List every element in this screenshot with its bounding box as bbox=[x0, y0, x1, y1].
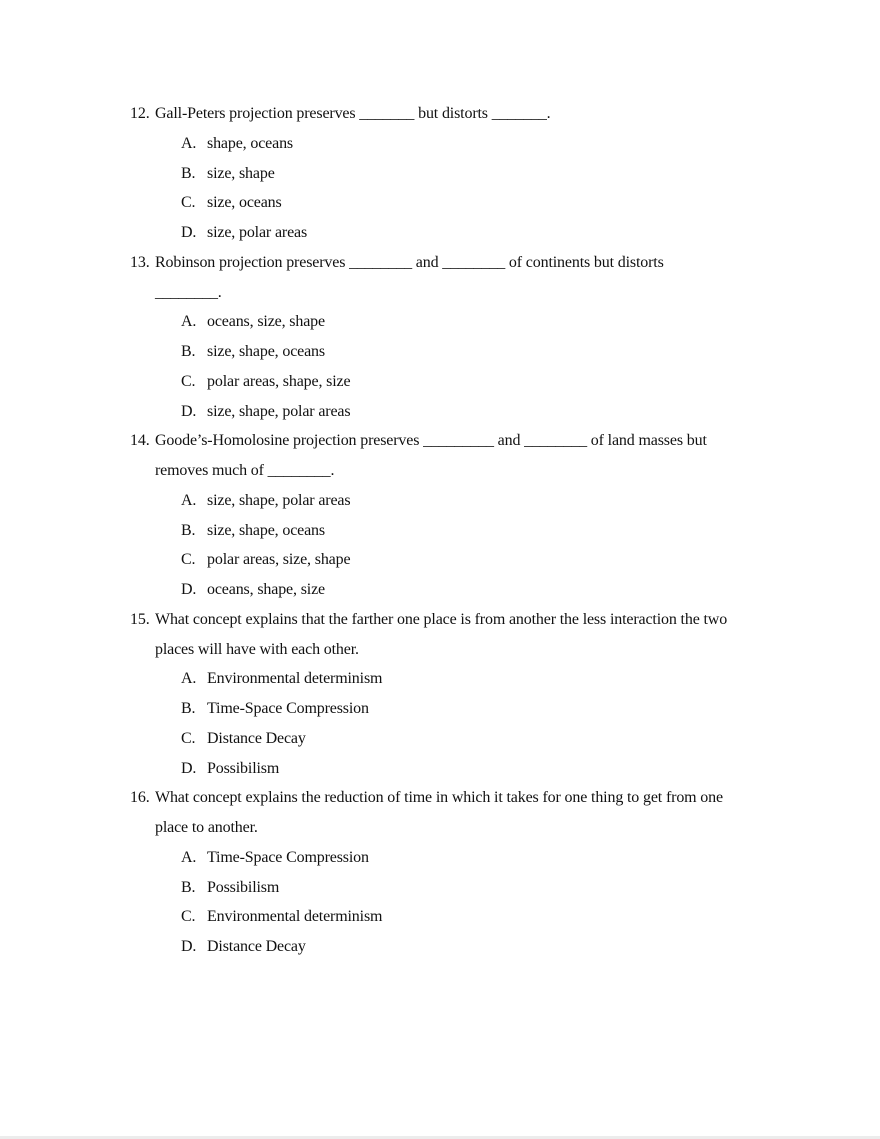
answer-option bbox=[0, 843, 880, 873]
answer-option bbox=[0, 486, 880, 516]
answer-option bbox=[0, 129, 880, 159]
option-letter: B. bbox=[181, 878, 196, 896]
question-number: 12. bbox=[130, 105, 150, 122]
option-text: Environmental determinism bbox=[207, 670, 383, 688]
option-text: size, shape, polar areas bbox=[207, 491, 351, 509]
question-line bbox=[0, 813, 880, 843]
answer-option bbox=[0, 724, 880, 754]
answer-option bbox=[0, 873, 880, 903]
answer-option bbox=[0, 575, 880, 605]
question-number: 15. bbox=[130, 610, 150, 628]
question-line bbox=[0, 248, 880, 278]
question-line bbox=[0, 605, 880, 635]
question-line bbox=[0, 99, 880, 129]
option-letter: B. bbox=[181, 164, 196, 182]
question-line bbox=[0, 783, 880, 813]
answer-option bbox=[0, 397, 880, 427]
option-text: size, shape bbox=[207, 164, 275, 182]
question-text: Goode’s-Homolosine projection preserves _________ and ________ of land masses but bbox=[155, 432, 707, 450]
option-letter: C. bbox=[181, 372, 196, 390]
option-letter: D. bbox=[181, 759, 197, 777]
answer-option bbox=[0, 367, 880, 397]
option-letter: B. bbox=[181, 521, 196, 539]
option-text: size, shape, polar areas bbox=[207, 402, 351, 420]
option-text: size, shape, oceans bbox=[207, 521, 325, 539]
option-text: Time-Space Compression bbox=[207, 848, 369, 866]
question-text: places will have with each other. bbox=[155, 640, 359, 658]
answer-option bbox=[0, 902, 880, 932]
question-line bbox=[0, 426, 880, 456]
option-text: size, shape, oceans bbox=[207, 343, 325, 360]
answer-option bbox=[0, 218, 880, 248]
option-letter: D. bbox=[181, 581, 197, 598]
option-letter: A. bbox=[181, 313, 197, 331]
option-text: Time-Space Compression bbox=[207, 700, 369, 717]
answer-option bbox=[0, 188, 880, 218]
question-12 bbox=[0, 99, 880, 248]
option-text: polar areas, shape, size bbox=[207, 372, 351, 390]
option-text: size, polar areas bbox=[207, 224, 308, 241]
option-letter: D. bbox=[181, 402, 197, 420]
answer-option bbox=[0, 159, 880, 189]
question-number: 13. bbox=[130, 253, 150, 271]
question-line bbox=[0, 278, 880, 308]
question-15 bbox=[0, 605, 880, 784]
option-letter: A. bbox=[181, 848, 197, 866]
question-number: 14. bbox=[130, 432, 150, 450]
question-text: place to another. bbox=[155, 819, 258, 836]
option-letter: C. bbox=[181, 729, 196, 747]
option-text: oceans, size, shape bbox=[207, 313, 325, 331]
option-letter: B. bbox=[181, 700, 196, 717]
answer-option bbox=[0, 545, 880, 575]
answer-option bbox=[0, 337, 880, 367]
option-letter: C. bbox=[181, 908, 196, 926]
question-text: ________. bbox=[155, 283, 222, 301]
option-letter: D. bbox=[181, 224, 197, 241]
option-text: Possibilism bbox=[207, 878, 280, 896]
question-14 bbox=[0, 426, 880, 605]
answer-option bbox=[0, 932, 880, 962]
option-text: shape, oceans bbox=[207, 134, 294, 152]
question-line bbox=[0, 635, 880, 665]
question-text: Robinson projection preserves ________ and ________ of continents but distorts bbox=[155, 253, 664, 271]
question-text: removes much of ________. bbox=[155, 462, 335, 479]
option-text: size, oceans bbox=[207, 194, 282, 212]
answer-option bbox=[0, 516, 880, 546]
question-16 bbox=[0, 783, 880, 962]
answer-option bbox=[0, 754, 880, 784]
question-13 bbox=[0, 248, 880, 427]
answer-option bbox=[0, 307, 880, 337]
option-letter: B. bbox=[181, 343, 196, 360]
option-text: Distance Decay bbox=[207, 729, 306, 747]
question-text: What concept explains the reduction of time in which it takes for one thing to get from one bbox=[155, 789, 723, 807]
option-text: oceans, shape, size bbox=[207, 581, 325, 598]
quiz-document bbox=[0, 99, 880, 962]
option-letter: A. bbox=[181, 670, 197, 688]
question-text: What concept explains that the farther one place is from another the less interaction the two bbox=[155, 610, 728, 628]
option-text: Distance Decay bbox=[207, 938, 306, 955]
answer-option bbox=[0, 664, 880, 694]
question-text: Gall-Peters projection preserves _______ but distorts _______. bbox=[155, 105, 551, 122]
question-line bbox=[0, 456, 880, 486]
option-text: Possibilism bbox=[207, 759, 280, 777]
option-letter: A. bbox=[181, 491, 197, 509]
answer-option bbox=[0, 694, 880, 724]
option-letter: D. bbox=[181, 938, 197, 955]
option-letter: A. bbox=[181, 134, 197, 152]
option-text: polar areas, size, shape bbox=[207, 551, 351, 569]
option-letter: C. bbox=[181, 194, 196, 212]
option-letter: C. bbox=[181, 551, 196, 569]
question-number: 16. bbox=[130, 789, 150, 807]
option-text: Environmental determinism bbox=[207, 908, 383, 926]
